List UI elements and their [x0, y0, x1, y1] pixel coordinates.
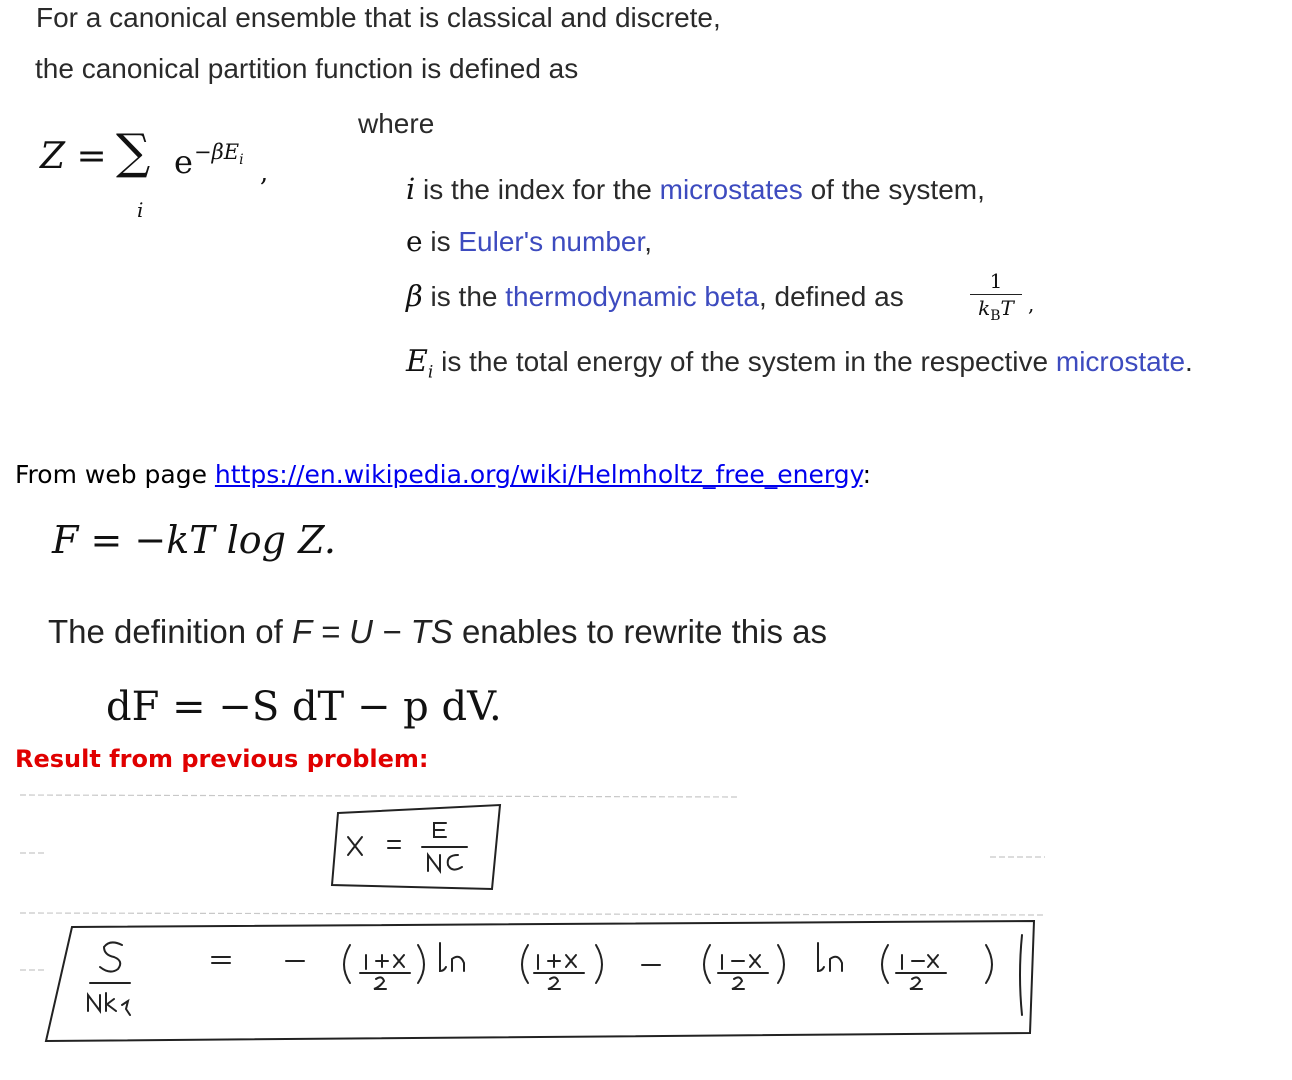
- definition-pre: The definition of: [48, 613, 292, 650]
- definition-row-euler: [406, 225, 652, 258]
- fraction-denominator: [968, 295, 1024, 324]
- partition-formula: [40, 136, 107, 177]
- formula-z: Z: [40, 136, 66, 177]
- handwritten-box-entropy: [46, 921, 1034, 1041]
- fraction-trail: ,: [1028, 292, 1035, 316]
- link-eulers-number[interactable]: Euler's number: [458, 226, 645, 257]
- def-text: of the system,: [802, 174, 985, 205]
- formula-eq: =: [76, 136, 107, 177]
- denom-t: T: [1000, 296, 1014, 320]
- fraction-numerator: 1: [989, 269, 1003, 293]
- def-text: ,: [644, 226, 653, 257]
- denom-sub: B: [990, 308, 1001, 324]
- symbol-e-i-sub: i: [427, 362, 434, 383]
- def-text: is the index for the: [415, 174, 660, 205]
- def-text: .: [1185, 346, 1193, 377]
- definition-row-beta: [406, 279, 904, 313]
- symbol-beta: β: [406, 279, 423, 313]
- intro-line-2: the canonical partition function is defined as: [35, 53, 579, 84]
- def-text: is the total energy of the system in the respective: [433, 346, 1056, 377]
- link-microstate[interactable]: microstate: [1055, 346, 1186, 377]
- symbol-e: e: [406, 225, 423, 258]
- intro-line-1: For a canonical ensemble that is classical and discrete,: [36, 2, 721, 33]
- symbol-e-i: E: [406, 344, 428, 379]
- definition-row-index: [406, 172, 985, 206]
- handwritten-box-x: [332, 805, 500, 889]
- handwritten-scan: [0, 785, 1060, 1065]
- definition-formula: F = U − TS: [292, 613, 453, 650]
- def-text: is: [422, 226, 459, 257]
- source-prefix: From web page: [15, 460, 215, 489]
- link-microstates[interactable]: microstates: [659, 174, 803, 205]
- exp-exponent-sub: i: [239, 152, 244, 169]
- source-line: [15, 460, 871, 489]
- sum-symbol: ∑: [116, 124, 151, 180]
- beta-fraction: [968, 269, 1024, 324]
- symbol-i: i: [406, 172, 416, 206]
- definition-post: enables to rewrite this as: [452, 613, 827, 650]
- sum-index: i: [137, 198, 144, 222]
- definition-row-energy: [406, 344, 1193, 383]
- source-url-link[interactable]: https://en.wikipedia.org/wiki/Helmholtz_free_energy: [214, 460, 863, 489]
- definition-sentence: [48, 613, 827, 651]
- exp-base: e: [174, 143, 193, 181]
- exp-exponent-text: −βE: [194, 140, 240, 164]
- where-label: where: [358, 108, 435, 139]
- scan-lines: [20, 795, 1045, 970]
- formula-trail: ,: [260, 158, 269, 188]
- exp-exponent: [194, 140, 244, 169]
- denom-k: k: [978, 296, 991, 320]
- differential-formula: dF = −S dT − p dV.: [106, 684, 502, 730]
- link-thermodynamic-beta[interactable]: thermodynamic beta: [505, 281, 759, 312]
- source-suffix: :: [862, 460, 872, 489]
- helmholtz-formula: F = −kT log Z.: [52, 518, 336, 562]
- result-label: Result from previous problem:: [15, 745, 429, 773]
- def-text: , defined as: [758, 281, 904, 312]
- def-text: is the: [422, 281, 506, 312]
